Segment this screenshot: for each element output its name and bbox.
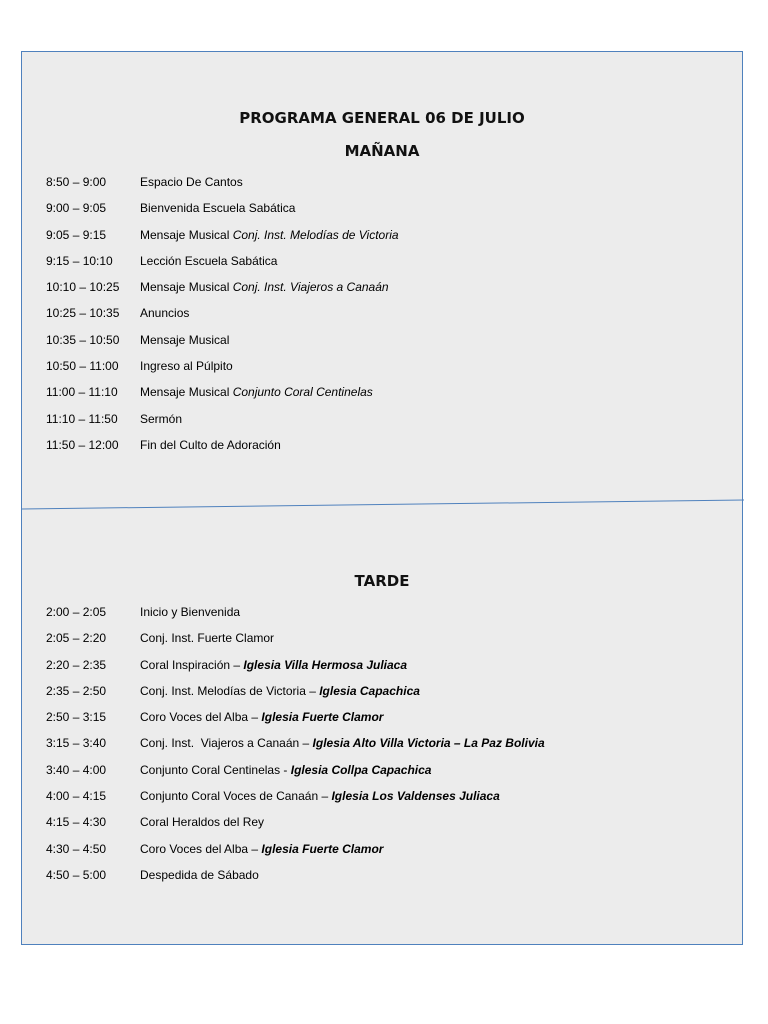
activity-text: Coro Voces del Alba –: [140, 841, 262, 856]
activity: [140, 412, 182, 426]
schedule-row: [46, 359, 736, 385]
schedule-row: [46, 280, 736, 306]
schedule-row: [46, 868, 736, 894]
time-range: 4:00 – 4:15: [46, 789, 107, 804]
schedule-row: [46, 710, 736, 736]
activity: [140, 438, 281, 452]
time-range: 4:50 – 5:00: [46, 867, 107, 882]
time-range: 10:10 – 10:25: [46, 280, 120, 295]
afternoon-schedule: [46, 605, 736, 894]
activity-text: Anuncios: [140, 306, 190, 321]
time-range: 4:30 – 4:50: [46, 841, 107, 856]
activity: [140, 359, 233, 373]
church-name: Iglesia Capachica: [319, 683, 420, 698]
schedule-row: [46, 228, 736, 254]
activity-text: Inicio y Bienvenida: [140, 605, 241, 619]
activity: [140, 280, 389, 294]
activity-text: Ingreso al Púlpito: [140, 359, 233, 374]
activity-text: Conjunto Coral Voces de Canaán –: [140, 789, 332, 804]
schedule-row: [46, 201, 736, 227]
activity-text: Conj. Inst. Melodías de Victoria –: [140, 683, 320, 698]
time-range: 10:35 – 10:50: [46, 332, 120, 347]
schedule-row: [46, 438, 736, 464]
time-range: 11:00 – 11:10: [46, 385, 118, 400]
schedule-row: [46, 815, 736, 841]
schedule-row: [46, 306, 736, 332]
activity-text: Coral Heraldos del Rey: [140, 815, 265, 830]
activity: [140, 815, 264, 829]
page-title: PROGRAMA GENERAL 06 DE JULIO: [239, 109, 525, 127]
time-range: 3:40 – 4:00: [46, 762, 107, 777]
morning-schedule: [46, 175, 736, 464]
time-range: 2:20 – 2:35: [46, 657, 107, 672]
activity: [140, 842, 383, 856]
activity-text: Mensaje Musical: [140, 227, 233, 242]
church-name: Iglesia Alto Villa Victoria – La Paz Bolivia: [312, 736, 545, 751]
activity: [140, 684, 420, 698]
schedule-row: [46, 658, 736, 684]
time-range: 3:15 – 3:40: [46, 736, 107, 751]
activity-detail: Conj. Inst. Viajeros a Canaán: [232, 280, 389, 295]
time-range: 4:15 – 4:30: [46, 815, 107, 830]
schedule-row: [46, 763, 736, 789]
schedule-row: [46, 605, 736, 631]
time-range: 2:50 – 3:15: [46, 710, 107, 725]
church-name: Iglesia Fuerte Clamor: [261, 710, 384, 725]
time-range: 9:05 – 9:15: [46, 227, 107, 242]
activity: [140, 175, 243, 189]
activity-detail: Conjunto Coral Centinelas: [232, 385, 373, 400]
afternoon-heading: TARDE: [354, 572, 410, 590]
time-range: 10:25 – 10:35: [46, 306, 120, 321]
time-range: 11:50 – 12:00: [46, 437, 119, 452]
schedule-row: [46, 684, 736, 710]
activity: [140, 254, 277, 268]
activity: [140, 306, 189, 320]
activity-detail: Conj. Inst. Melodías de Victoria: [232, 227, 399, 242]
activity-text: Conj. Inst. Viajeros a Canaán –: [140, 736, 313, 751]
time-range: 9:15 – 10:10: [46, 253, 113, 268]
activity-text: Mensaje Musical: [140, 280, 233, 295]
schedule-row: [46, 789, 736, 815]
activity: [140, 631, 274, 645]
activity: [140, 868, 259, 882]
activity-text: Bienvenida Escuela Sabática: [140, 201, 296, 216]
activity-text: Lección Escuela Sabática: [140, 253, 278, 268]
activity-text: Fin del Culto de Adoración: [140, 437, 281, 452]
activity: [140, 385, 373, 399]
church-name: Iglesia Collpa Capachica: [290, 762, 432, 777]
schedule-row: [46, 254, 736, 280]
time-range: 9:00 – 9:05: [46, 201, 107, 216]
time-range: 2:00 – 2:05: [46, 605, 107, 619]
morning-heading: MAÑANA: [344, 142, 420, 160]
activity: [140, 736, 545, 750]
activity: [140, 789, 500, 803]
activity-text: Espacio De Cantos: [140, 175, 243, 189]
schedule-row: [46, 175, 736, 201]
time-range: 10:50 – 11:00: [46, 359, 119, 374]
activity: [140, 228, 399, 242]
activity-text: Conjunto Coral Centinelas -: [140, 762, 291, 777]
schedule-row: [46, 736, 736, 762]
time-range: 2:05 – 2:20: [46, 631, 107, 646]
schedule-row: [46, 333, 736, 359]
activity-text: Conj. Inst. Fuerte Clamor: [140, 631, 275, 646]
time-range: 8:50 – 9:00: [46, 175, 107, 189]
church-name: Iglesia Villa Hermosa Juliaca: [243, 657, 408, 672]
program-frame: [21, 51, 743, 945]
activity-text: Coral Inspiración –: [140, 657, 244, 672]
time-range: 2:35 – 2:50: [46, 683, 107, 698]
schedule-row: [46, 842, 736, 868]
schedule-row: [46, 631, 736, 657]
activity-text: Mensaje Musical: [140, 332, 230, 347]
activity-text: Coro Voces del Alba –: [140, 710, 262, 725]
activity: [140, 658, 407, 672]
church-name: Iglesia Fuerte Clamor: [261, 841, 384, 856]
church-name: Iglesia Los Valdenses Juliaca: [331, 789, 500, 804]
activity-text: Mensaje Musical: [140, 385, 233, 400]
activity-text: Sermón: [140, 411, 183, 426]
time-range: 11:10 – 11:50: [46, 411, 118, 426]
activity: [140, 605, 240, 619]
activity-text: Despedida de Sábado: [140, 867, 259, 882]
schedule-row: [46, 385, 736, 411]
activity: [140, 201, 295, 215]
activity: [140, 333, 229, 347]
activity: [140, 763, 431, 777]
schedule-row: [46, 412, 736, 438]
activity: [140, 710, 383, 724]
